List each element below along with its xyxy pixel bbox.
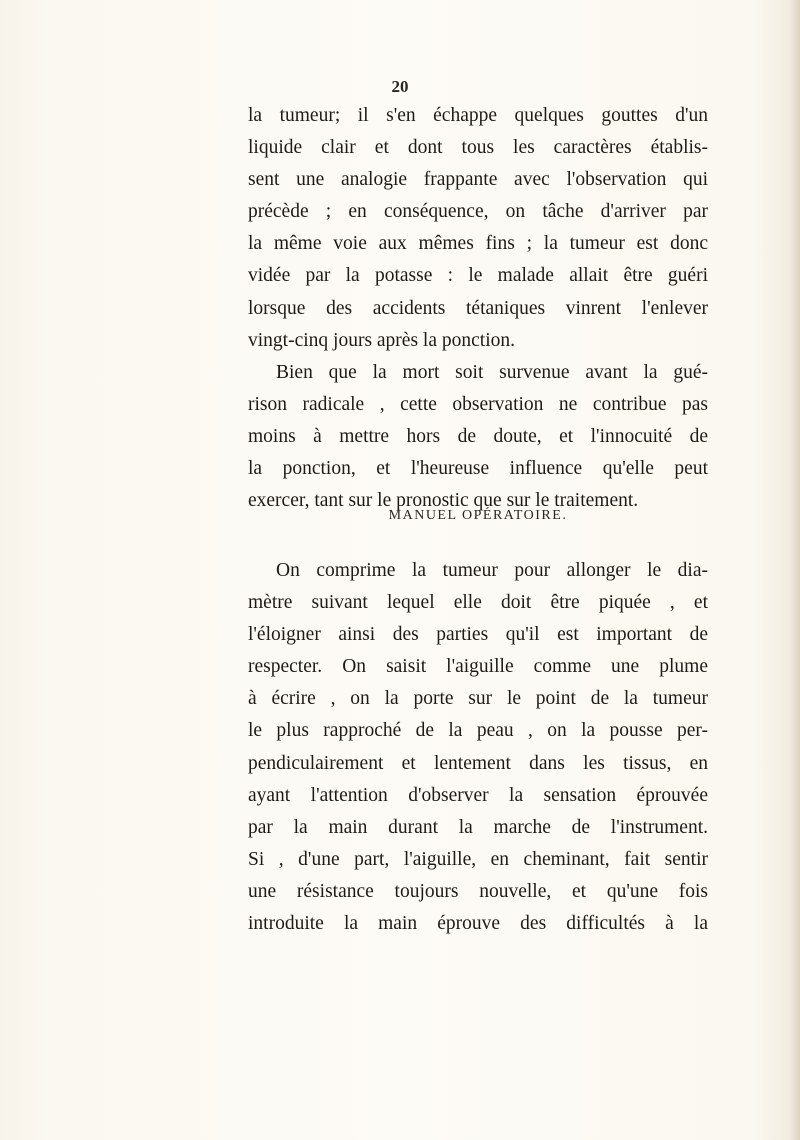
text-line: Si , d'une part, l'aiguille, en cheminant, fait sentir: [248, 848, 708, 870]
text-line: par la main durant la marche de l'instrument.: [248, 816, 708, 838]
text-line: vidée par la potasse : le malade allait être guéri: [248, 265, 708, 287]
text-line: respecter. On saisit l'aiguille comme une plume: [248, 656, 708, 678]
text-line: une résistance toujours nouvelle, et qu'une fois: [248, 880, 708, 902]
text-block-lower: [248, 555, 708, 940]
text-line: rison radicale , cette observation ne contribue pas: [248, 393, 708, 415]
text-line: la même voie aux mêmes fins ; la tumeur est donc: [248, 233, 708, 255]
page-number: 20: [391, 77, 409, 96]
text-line: lorsque des accidents tétaniques vinrent l'enlever: [248, 297, 708, 319]
text-line: exercer, tant sur le pronostic que sur le traitement.: [248, 490, 639, 512]
text-line: Bien que la mort soit survenue avant la gué-: [276, 361, 708, 383]
text-line: liquide clair et dont tous les caractères établis-: [248, 137, 708, 159]
text-line: vingt-cinq jours après la ponction.: [248, 329, 515, 351]
text-line: précède ; en conséquence, on tâche d'arriver par: [248, 201, 708, 223]
page-edge-shadow: [790, 0, 800, 1140]
text-line: ayant l'attention d'observer la sensation éprouvée: [248, 784, 708, 806]
text-line: la ponction, et l'heureuse influence qu'elle peut: [248, 458, 708, 480]
section-heading: MANUEL OPÉRATOIRE.: [388, 508, 568, 523]
text-line: moins à mettre hors de doute, et l'innocuité de: [248, 425, 708, 447]
text-line: On comprime la tumeur pour allonger le dia-: [276, 560, 708, 581]
text-line: le plus rapproché de la peau , on la pousse per-: [248, 720, 708, 742]
text-line: sent une analogie frappante avec l'observation qui: [248, 169, 708, 191]
text-line: l'éloigner ainsi des parties qu'il est important de: [248, 624, 708, 646]
text-line: introduite la main éprouve des difficultés à la: [248, 913, 708, 935]
text-line: mètre suivant lequel elle doit être piquée , et: [248, 592, 708, 614]
text-block-upper: [248, 100, 708, 517]
text-line: pendiculairement et lentement dans les tissus, en: [248, 752, 708, 774]
text-line: à écrire , on la porte sur le point de la tumeur: [248, 688, 708, 710]
text-line: la tumeur; il s'en échappe quelques gouttes d'un: [248, 105, 708, 126]
